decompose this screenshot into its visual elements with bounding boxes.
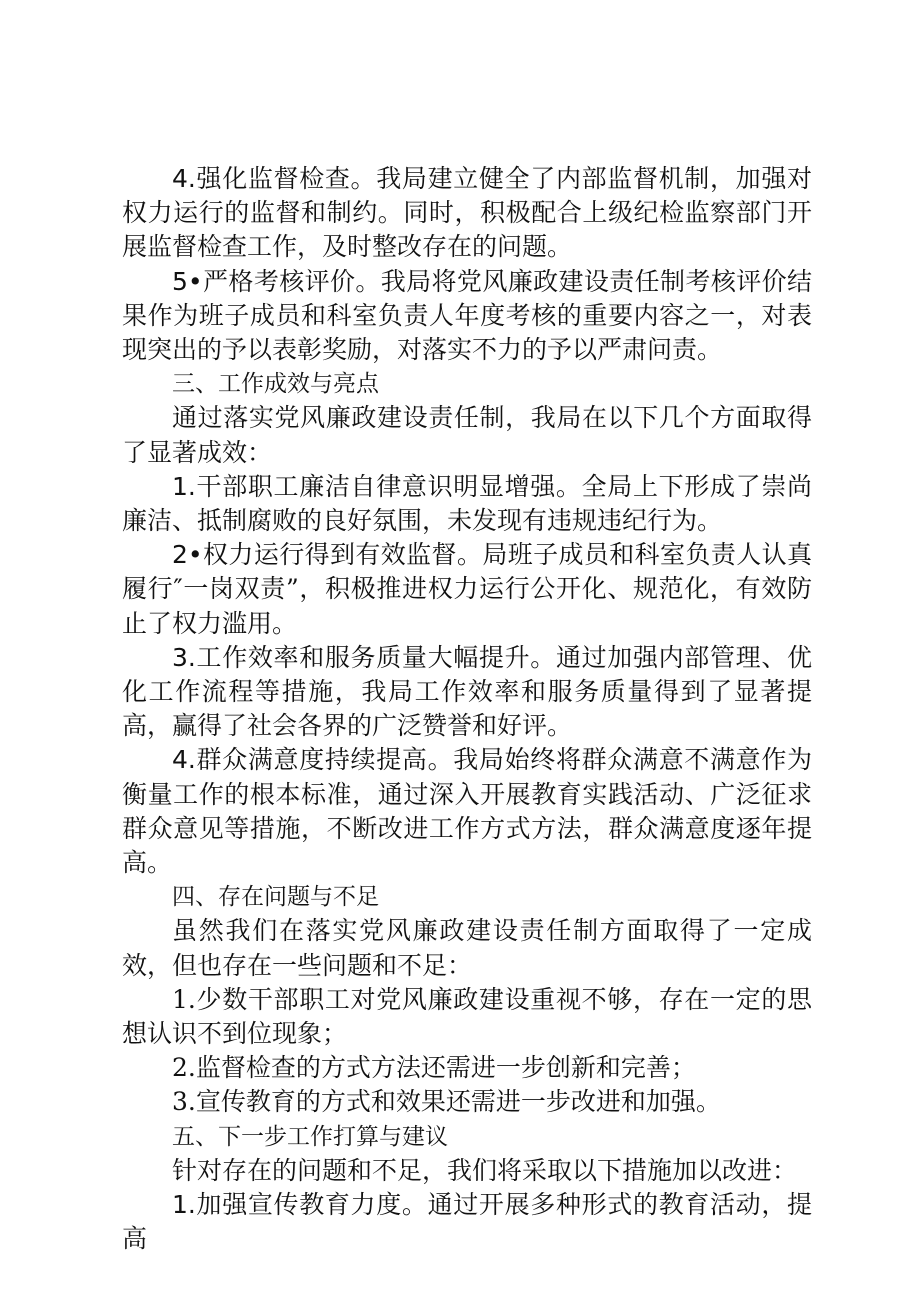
paragraph-text: 3.宣传教育的方式和效果还需进一步改进和加强。 bbox=[172, 1087, 721, 1117]
paragraph-result-3 bbox=[122, 641, 812, 744]
paragraph-text: 全局上下形成了崇尚廉洁、抵制腐败的良好氛围，未发现有违规违纪行为。 bbox=[122, 471, 812, 536]
section-heading-5: 五、下一步工作打算与建议 bbox=[172, 1123, 448, 1150]
paragraph-text: 我局将党风廉政建设责任制考核评价结果作为班子成员和科室负责人年度考核的重要内容之一，对表现突出的予以表彰奖励，对落实不力的予以严肃问责。 bbox=[122, 266, 812, 365]
paragraph-section-5-intro bbox=[122, 1154, 812, 1188]
paragraph-section-3-intro bbox=[122, 401, 812, 469]
paragraph-text: 我局始终将群众满意不满意作为衡量工作的根本标准，通过深入开展教育实践活动、广泛征求群众意见等措施，不断改进工作方式方法，群众满意度逐年提高。 bbox=[122, 745, 812, 878]
paragraph-text: 虽然我们在落实党风廉政建设责任制方面取得了一定成效，但也存在一些问题和不足： bbox=[122, 916, 812, 980]
paragraph-section-4-intro bbox=[122, 914, 812, 982]
paragraph-lead: 4.强化监督检查。 bbox=[172, 164, 377, 193]
paragraph-text: 针对存在的问题和不足，我们将采取以下措施加以改进： bbox=[172, 1155, 798, 1185]
paragraph-lead: 4.群众满意度持续提高。 bbox=[172, 745, 454, 775]
paragraph-lead: 1.加强宣传教育力度。 bbox=[172, 1190, 428, 1220]
paragraph-text: 1.少数干部职工对党风廉政建设重视不够，存在一定的思想认识不到位现象； bbox=[122, 984, 812, 1049]
paragraph-result-1 bbox=[122, 470, 812, 538]
paragraph-item-4-supervision bbox=[122, 162, 812, 265]
section-heading-3: 三、工作成效与亮点 bbox=[172, 371, 379, 398]
paragraph-problem-2 bbox=[122, 1051, 812, 1085]
paragraph-text: 我局建立健全了内部监督机制，加强对权力运行的监督和制约。同时，积极配合上级纪检监察部门开展监督检查工作，及时整改存在的问题。 bbox=[122, 164, 812, 262]
paragraph-text: 通过开展多种形式的教育活动，提高 bbox=[122, 1190, 812, 1254]
paragraph-lead: 5•严格考核评价。 bbox=[172, 266, 381, 296]
paragraph-lead: 2•权力运行得到有效监督。 bbox=[172, 540, 483, 570]
paragraph-lead: 3.工作效率和服务质量大幅提升。 bbox=[172, 642, 556, 672]
paragraph-text: 通过落实党风廉政建设责任制，我局在以下几个方面取得了显著成效： bbox=[122, 403, 812, 467]
section-heading-4: 四、存在问题与不足 bbox=[172, 884, 379, 911]
paragraph-text: 局班子成员和科室负责人认真履行″一岗双责”，积极推进权力运行公开化、规范化，有效防止了权力滥用。 bbox=[122, 540, 812, 638]
paragraph-problem-3 bbox=[122, 1085, 812, 1119]
paragraph-plan-1 bbox=[122, 1188, 812, 1256]
paragraph-result-2 bbox=[122, 538, 812, 641]
document-body bbox=[122, 162, 812, 1257]
paragraph-lead: 1.干部职工廉洁自律意识明显增强。 bbox=[172, 471, 582, 501]
paragraph-result-4 bbox=[122, 743, 812, 880]
paragraph-problem-1 bbox=[122, 983, 812, 1051]
paragraph-text: 通过加强内部管理、优化工作流程等措施，我局工作效率和服务质量得到了显著提高，赢得了社会各界的广泛赞誉和好评。 bbox=[122, 642, 812, 741]
paragraph-item-5-assessment bbox=[122, 265, 812, 368]
paragraph-text: 2.监督检查的方式方法还需进一步创新和完善； bbox=[172, 1053, 696, 1083]
